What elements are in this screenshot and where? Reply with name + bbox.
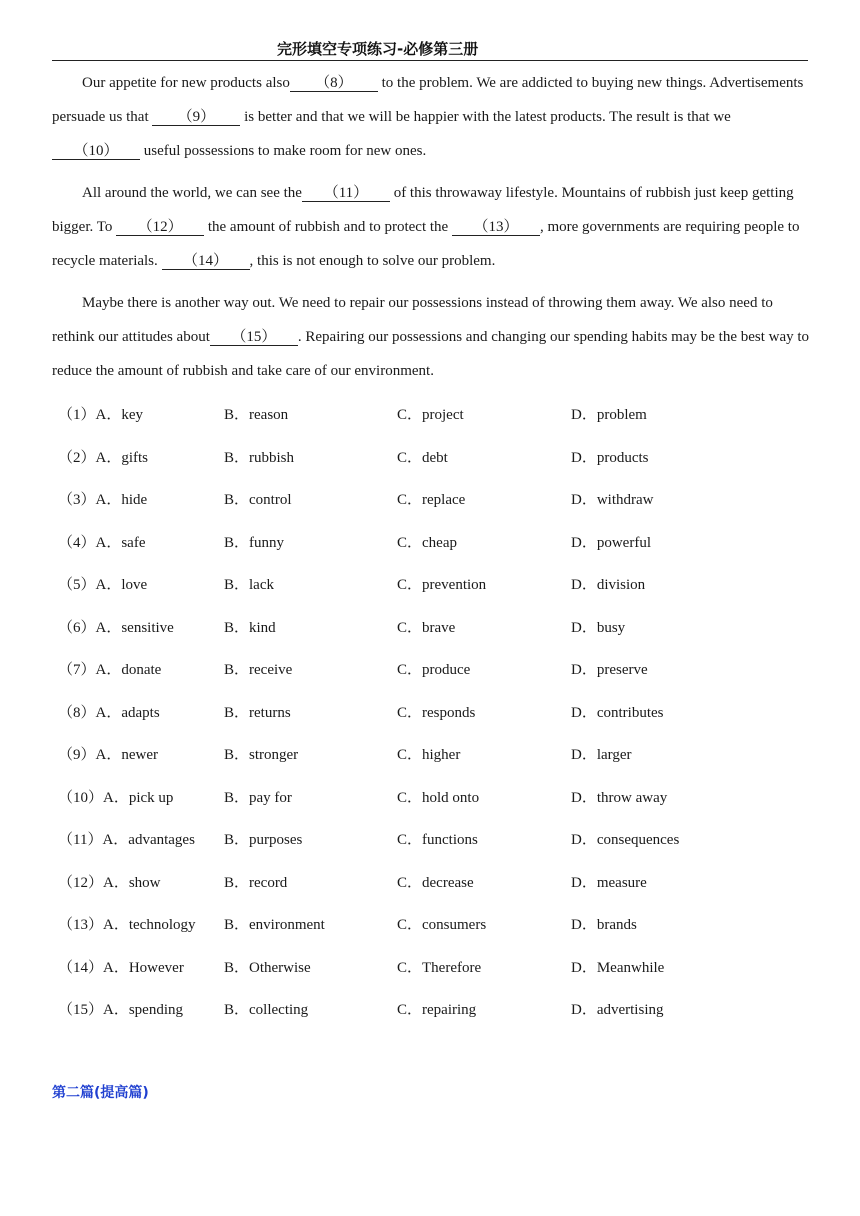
question-number: （3）: [58, 492, 96, 508]
question-row-9: [52, 736, 812, 779]
text: the amount of rubbish and to protect the: [204, 219, 452, 235]
option-label: A．spending: [103, 1002, 184, 1018]
option-d[interactable]: D．powerful: [571, 534, 651, 551]
option-a[interactable]: [58, 701, 160, 722]
paragraph-3: [52, 286, 810, 388]
option-c[interactable]: C．prevention: [397, 577, 487, 593]
option-d[interactable]: D．larger: [571, 747, 632, 763]
option-c[interactable]: C．debt: [397, 449, 448, 466]
option-c[interactable]: C．hold onto: [397, 789, 480, 806]
option-b[interactable]: B．Otherwise: [224, 959, 311, 976]
option-b[interactable]: B．rubbish: [224, 449, 295, 466]
question-number: （5）: [58, 577, 96, 593]
question-number: （10）: [58, 789, 104, 806]
question-number: （11）: [58, 832, 103, 848]
question-row-1: [52, 396, 812, 439]
option-label: A．sensitive: [95, 619, 174, 636]
option-label: A．adapts: [95, 704, 160, 721]
blank-13[interactable]: （13）: [452, 219, 540, 236]
question-number: （8）: [58, 704, 96, 721]
option-b[interactable]: B．control: [224, 492, 292, 508]
option-d[interactable]: D．busy: [571, 619, 626, 636]
option-d[interactable]: D．consequences: [571, 832, 680, 848]
option-a[interactable]: [58, 658, 161, 679]
option-c[interactable]: C．consumers: [397, 917, 487, 933]
option-c[interactable]: C．decrease: [397, 874, 474, 891]
text: . Repairing our possessions and changing our spending habits may be the best way to reduce the amount of rubbish and take care of our environment.: [52, 329, 810, 379]
text: to the problem. We are addicted to buying new things. Advertisements persuade us that: [52, 75, 804, 125]
option-b[interactable]: B．purposes: [224, 832, 303, 848]
option-b[interactable]: B．reason: [224, 407, 289, 423]
option-b[interactable]: B．returns: [224, 704, 291, 721]
option-b[interactable]: B．lack: [224, 577, 274, 593]
blank-15[interactable]: （15）: [210, 329, 298, 346]
question-row-2: [52, 439, 812, 482]
text: , more governments are requiring people to recycle materials.: [52, 219, 800, 269]
paragraph-2: [52, 176, 810, 278]
option-a[interactable]: [58, 828, 195, 849]
option-a[interactable]: [58, 488, 147, 509]
option-b[interactable]: B．environment: [224, 917, 325, 933]
answer-options: [52, 396, 812, 1034]
option-a[interactable]: [58, 616, 174, 637]
option-d[interactable]: D．preserve: [571, 662, 648, 678]
section-2-heading: 第二篇(提高篇): [52, 1085, 149, 1101]
question-row-12: [52, 864, 812, 907]
question-row-4: [52, 524, 812, 567]
question-row-14: [52, 949, 812, 992]
option-label: A．advantages: [102, 832, 195, 848]
option-a[interactable]: [58, 446, 148, 467]
question-number: （9）: [58, 747, 96, 763]
option-b[interactable]: B．funny: [224, 534, 285, 551]
option-c[interactable]: C．higher: [397, 747, 461, 763]
option-d[interactable]: D．brands: [571, 917, 637, 933]
blank-9[interactable]: （9）: [152, 109, 240, 126]
question-row-7: [52, 651, 812, 694]
blank-14[interactable]: （14）: [162, 253, 250, 270]
option-c[interactable]: C．project: [397, 407, 464, 423]
question-number: （7）: [58, 662, 96, 678]
option-d[interactable]: D．withdraw: [571, 492, 654, 508]
option-a[interactable]: [58, 913, 196, 934]
option-b[interactable]: B．receive: [224, 662, 293, 678]
option-label: A．newer: [95, 747, 158, 763]
question-row-13: [52, 906, 812, 949]
question-number: （15）: [58, 1002, 104, 1018]
option-d[interactable]: D．problem: [571, 407, 647, 423]
paragraph-1: [52, 66, 810, 168]
option-label: A．technology: [103, 917, 196, 933]
option-c[interactable]: C．replace: [397, 492, 466, 508]
option-d[interactable]: D．measure: [571, 874, 647, 891]
option-d[interactable]: D．products: [571, 449, 649, 466]
option-b[interactable]: B．pay for: [224, 789, 292, 806]
option-label: A．pick up: [103, 789, 174, 806]
option-label: A．love: [95, 577, 148, 593]
option-c[interactable]: C．Therefore: [397, 959, 482, 976]
text: of this throwaway lifestyle. Mountains of rubbish just keep getting bigger. To: [52, 185, 794, 235]
option-label: A．safe: [95, 534, 146, 551]
page-header: [52, 38, 808, 61]
option-c[interactable]: C．cheap: [397, 534, 457, 551]
question-number: （12）: [58, 874, 104, 891]
text: , this is not enough to solve our problem.: [249, 253, 496, 269]
option-c[interactable]: C．responds: [397, 704, 476, 721]
question-row-10: [52, 779, 812, 822]
question-row-15: [52, 991, 812, 1034]
question-number: （13）: [58, 917, 104, 933]
text: Our appetite for new products also: [82, 75, 290, 91]
option-label: A．However: [103, 959, 184, 976]
blank-8[interactable]: （8）: [290, 75, 378, 92]
option-d[interactable]: D．throw away: [571, 789, 668, 806]
option-a[interactable]: [58, 573, 147, 594]
text: All around the world, we can see the: [82, 185, 302, 201]
question-number: （2）: [58, 449, 96, 466]
question-row-6: [52, 609, 812, 652]
option-a[interactable]: [58, 956, 184, 977]
question-number: （4）: [58, 534, 96, 551]
option-label: A．gifts: [95, 449, 149, 466]
cloze-passage: [52, 66, 810, 396]
option-d[interactable]: D．advertising: [571, 1002, 664, 1018]
option-c[interactable]: C．functions: [397, 832, 478, 848]
text: useful possessions to make room for new ones.: [140, 143, 427, 159]
blank-12[interactable]: （12）: [116, 219, 204, 236]
question-row-3: [52, 481, 812, 524]
question-number: （14）: [58, 959, 104, 976]
option-label: A．donate: [95, 662, 162, 678]
option-c[interactable]: C．brave: [397, 619, 456, 636]
option-a[interactable]: [58, 403, 143, 424]
option-d[interactable]: D．Meanwhile: [571, 959, 665, 976]
text: Maybe there is another way out. We need to repair our possessions instead of throwing them away. We also need to rethink our attitudes about: [52, 295, 773, 345]
option-b[interactable]: B．collecting: [224, 1002, 309, 1018]
question-row-5: [52, 566, 812, 609]
option-b[interactable]: B．kind: [224, 619, 276, 636]
question-number: （6）: [58, 619, 96, 636]
option-b[interactable]: B．record: [224, 874, 288, 891]
page-title: 完形填空专项练习-必修第三册: [277, 40, 479, 58]
option-c[interactable]: C．produce: [397, 662, 471, 678]
question-row-11: [52, 821, 812, 864]
question-number: （1）: [58, 407, 96, 423]
option-a[interactable]: [58, 531, 146, 552]
option-a[interactable]: [58, 871, 161, 892]
option-b[interactable]: B．stronger: [224, 747, 299, 763]
option-label: A．show: [103, 874, 161, 891]
question-row-8: [52, 694, 812, 737]
blank-10[interactable]: （10）: [52, 143, 140, 160]
text: is better and that we will be happier with the latest products. The result is that we: [240, 109, 731, 125]
blank-11[interactable]: （11）: [302, 185, 390, 202]
option-c[interactable]: C．repairing: [397, 1002, 477, 1018]
option-a[interactable]: [58, 998, 183, 1019]
option-d[interactable]: D．division: [571, 577, 646, 593]
option-a[interactable]: [58, 743, 158, 764]
option-label: A．hide: [95, 492, 148, 508]
option-label: A．key: [95, 407, 144, 423]
option-a[interactable]: [58, 786, 173, 807]
option-d[interactable]: D．contributes: [571, 704, 664, 721]
